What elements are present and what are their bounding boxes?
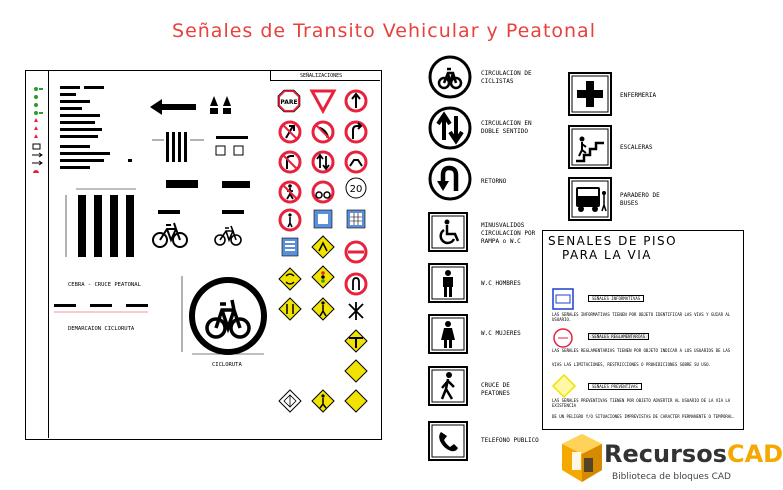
preventive-sign-swatch xyxy=(552,374,576,398)
bicycle-marking-large xyxy=(152,215,188,251)
regulatory-tag: SEÑALES REGLAMENTARIAS xyxy=(588,333,649,340)
svg-text:20: 20 xyxy=(349,184,363,195)
symbol-legend-column xyxy=(30,85,46,180)
sign-label-red-cross: ENFERMERIA xyxy=(620,92,657,99)
bike-marking-label: DEMARCAION CICLORUTA xyxy=(68,326,135,332)
sign-label-woman: W.C MUJERES xyxy=(481,330,521,337)
sign-label-two-way: CIRCULACION EN DOBLE SENTIDO xyxy=(481,120,532,135)
legend-title-2: PARA LA VIA xyxy=(562,248,652,262)
preventive-text-2: DE UN PELIGRO Y/O SITUACIONES IMPREVISTAS DE CARACTER PERMANENTE O TEMPORAL. xyxy=(552,414,736,419)
two-way-arrows-icon xyxy=(428,106,472,150)
page-title: Señales de Transito Vehicular y Peatonal xyxy=(172,20,596,42)
crosswalk-detail xyxy=(150,126,206,172)
preventive-text-1: LAS SEÑALES PREVENTIVAS TIENEN POR OBJETO ADVERTIR AL USUARIO DE LA VIA LA EXISTENCIA xyxy=(552,398,731,408)
pedestrian-icon xyxy=(428,366,468,406)
regulatory-text-2: VIAS LAS LIMITACIONES, RESTRICCIONES O PROHIBICIONES SOBRE SU USO. xyxy=(552,362,711,367)
sign-label-wheelchair: MINUSVALIDOS CIRCULACION POR RAMPA o W.C xyxy=(481,222,536,245)
sign-label-telephone: TELEFONO PUBLICO xyxy=(481,437,539,444)
u-turn-icon xyxy=(428,157,472,201)
bus-stop-icon xyxy=(568,177,612,221)
road-signs-grid xyxy=(276,88,376,418)
legend-title-1: SENALES DE PISO xyxy=(548,234,678,248)
red-cross-icon xyxy=(568,72,612,116)
bike-lane-label: CICLORUTA xyxy=(212,362,242,368)
info-text: LAS SEÑALES INFORMATIVAS TIENEN POR OBJETO IDENTIFICAR LAS VIAS Y GUIAR AL USUARIO. xyxy=(552,312,731,322)
sign-label-bus-stop: PARADERO DE BUSES xyxy=(620,192,660,207)
sign-label-stairs: ESCALERAS xyxy=(620,144,653,151)
double-arrow-marking xyxy=(208,94,234,120)
bike-lane-symbol xyxy=(178,270,270,360)
wheelchair-icon xyxy=(428,212,468,252)
telephone-icon xyxy=(428,421,468,461)
svg-text:PARE: PARE xyxy=(280,99,298,106)
brand-name: RecursosCAD xyxy=(604,440,783,468)
regulatory-text-1: LAS SEÑALES REGLAMENTARIAS TIENEN POR OBJETO INDICAR A LOS USUARIOS DE LAS xyxy=(552,348,731,353)
woman-icon xyxy=(428,314,468,354)
zebra-crossing-drawing xyxy=(62,185,148,265)
zebra-label: CEBRA - CRUCE PEATONAL xyxy=(68,282,141,288)
sign-label-u-turn: RETORNO xyxy=(481,178,507,185)
brand-logo-icon xyxy=(560,432,604,484)
sheet-header-label: SEÑALIZACIONES xyxy=(300,73,343,79)
bike-marking-drawing xyxy=(52,298,152,320)
preventive-tag: SEÑALES PREVENTIVAS xyxy=(588,383,642,390)
box-marking-detail xyxy=(210,132,254,166)
bicycle-icon xyxy=(428,55,472,99)
info-tag: SEÑALES INFORMATIVAS xyxy=(588,295,644,302)
sign-label-man: W.C HOMBRES xyxy=(481,280,521,287)
man-icon xyxy=(428,263,468,303)
sign-label-pedestrian: CRUCE DE PEATONES xyxy=(481,382,510,397)
bicycle-marking-small xyxy=(214,220,242,248)
regulatory-sign-swatch xyxy=(552,327,574,349)
sign-label-bicycle: CIRCULACION DE CICLISTAS xyxy=(481,70,532,85)
brand-subtitle: Biblioteca de bloques CAD xyxy=(612,472,731,482)
sheet-margin-line xyxy=(48,70,49,438)
arrow-marking-drawing xyxy=(148,96,200,118)
info-sign-swatch xyxy=(552,288,574,310)
stairs-icon xyxy=(568,125,612,169)
